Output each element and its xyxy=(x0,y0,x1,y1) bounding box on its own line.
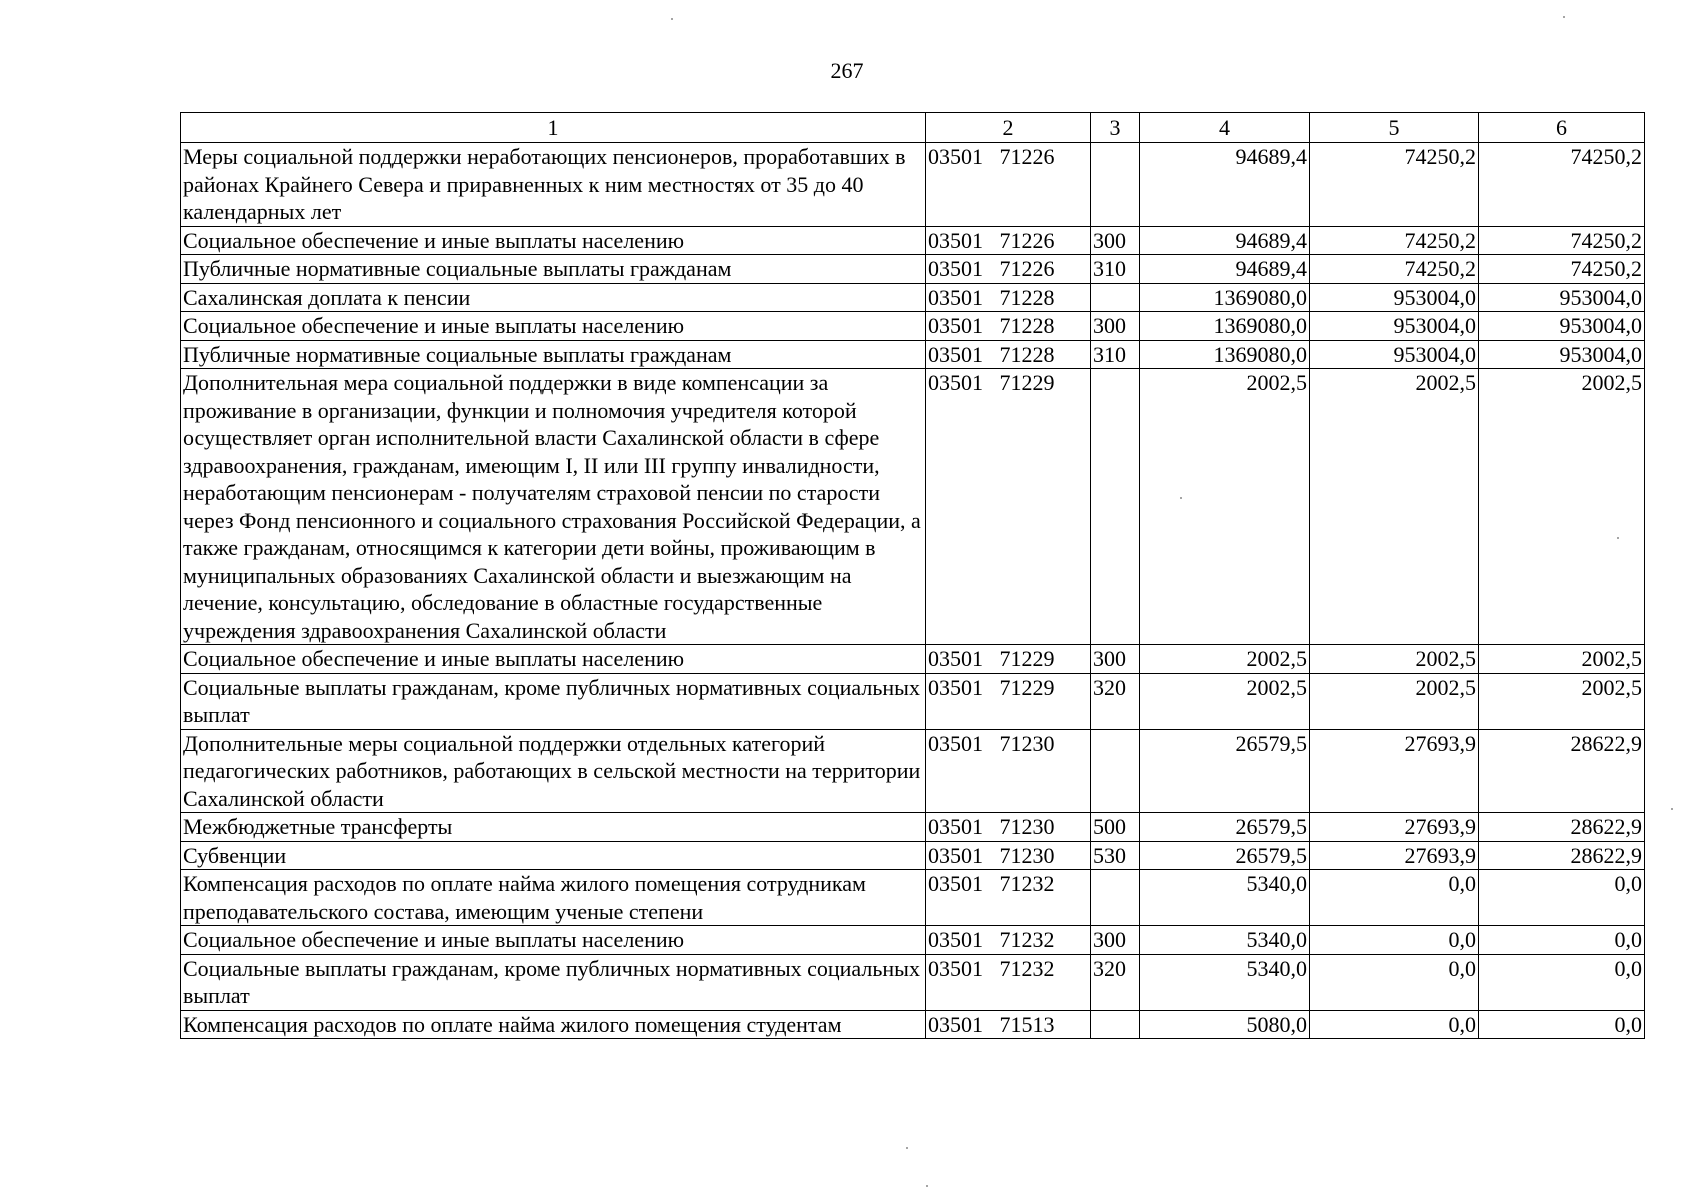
row-value-col5-cell: 0,0 xyxy=(1310,870,1479,926)
row-value-col5-cell: 27693,9 xyxy=(1310,841,1479,870)
row-value-col6-cell: 0,0 xyxy=(1479,954,1645,1010)
row-expense-type-cell: 500 xyxy=(1091,813,1140,842)
row-name-cell: Компенсация расходов по оплате найма жилого помещения сотрудникам преподавательского состава, имеющим ученые степени xyxy=(181,870,926,926)
row-value-col6-cell: 0,0 xyxy=(1479,870,1645,926)
row-expense-type-cell xyxy=(1091,729,1140,813)
table-header-row xyxy=(181,113,1645,143)
row-value-col5-cell: 2002,5 xyxy=(1310,645,1479,674)
row-expense-type-cell: 300 xyxy=(1091,926,1140,955)
row-expense-type-cell xyxy=(1091,870,1140,926)
row-name-cell: Социальное обеспечение и иные выплаты населению xyxy=(181,312,926,341)
row-value-col5-cell: 953004,0 xyxy=(1310,283,1479,312)
row-value-col4-cell: 2002,5 xyxy=(1140,369,1310,645)
row-value-col5-cell: 2002,5 xyxy=(1310,369,1479,645)
row-code-cell: 03501 71229 xyxy=(926,369,1091,645)
scan-speck xyxy=(1671,808,1673,810)
row-value-col4-cell: 5080,0 xyxy=(1140,1010,1310,1039)
row-expense-type-cell xyxy=(1091,1010,1140,1039)
row-value-col6-cell: 28622,9 xyxy=(1479,813,1645,842)
row-value-col4-cell: 94689,4 xyxy=(1140,226,1310,255)
row-value-col4-cell: 2002,5 xyxy=(1140,645,1310,674)
row-expense-type-cell: 320 xyxy=(1091,954,1140,1010)
row-code-cell: 03501 71226 xyxy=(926,226,1091,255)
row-expense-type-cell: 310 xyxy=(1091,340,1140,369)
table-row xyxy=(181,283,1645,312)
row-code-cell: 03501 71229 xyxy=(926,673,1091,729)
table-row xyxy=(181,255,1645,284)
row-name-cell: Публичные нормативные социальные выплаты гражданам xyxy=(181,340,926,369)
row-name-cell: Социальное обеспечение и иные выплаты населению xyxy=(181,926,926,955)
row-value-col6-cell: 74250,2 xyxy=(1479,143,1645,227)
scan-speck xyxy=(1180,497,1182,499)
row-value-col6-cell: 953004,0 xyxy=(1479,340,1645,369)
row-code-cell: 03501 71226 xyxy=(926,255,1091,284)
row-code-cell: 03501 71228 xyxy=(926,312,1091,341)
row-value-col6-cell: 28622,9 xyxy=(1479,729,1645,813)
header-col-4: 4 xyxy=(1140,113,1310,143)
row-value-col4-cell: 26579,5 xyxy=(1140,813,1310,842)
row-value-col5-cell: 0,0 xyxy=(1310,1010,1479,1039)
table-row xyxy=(181,645,1645,674)
scan-speck xyxy=(906,1147,908,1149)
table-row xyxy=(181,143,1645,227)
row-code-cell: 03501 71232 xyxy=(926,926,1091,955)
row-value-col5-cell: 953004,0 xyxy=(1310,340,1479,369)
row-expense-type-cell: 300 xyxy=(1091,226,1140,255)
row-name-cell: Сахалинская доплата к пенсии xyxy=(181,283,926,312)
row-name-cell: Дополнительная мера социальной поддержки в виде компенсации за проживание в организации, функции и полномочия учредителя которой осуществляет орган исполнительной власти Сахалинской области в сфере здравоохранения, гражданам, имеющим I, II или III группу инвалидности, неработающим пенсионерам - получателям страховой пенсии по старости через Фонд пенсионного и социального страхования Российской Федерации, а также гражданам, относящимся к категории дети войны, проживающим в муниципальных образованиях Сахалинской области и выезжающим на лечение, консультацию, обследование в областные государственные учреждения здравоохранения Сахалинской области xyxy=(181,369,926,645)
row-value-col4-cell: 5340,0 xyxy=(1140,870,1310,926)
header-col-1: 1 xyxy=(181,113,926,143)
row-name-cell: Компенсация расходов по оплате найма жилого помещения студентам xyxy=(181,1010,926,1039)
table-row xyxy=(181,841,1645,870)
row-code-cell: 03501 71232 xyxy=(926,870,1091,926)
row-value-col4-cell: 1369080,0 xyxy=(1140,283,1310,312)
row-value-col6-cell: 953004,0 xyxy=(1479,283,1645,312)
row-code-cell: 03501 71228 xyxy=(926,340,1091,369)
table-row xyxy=(181,226,1645,255)
header-col-5: 5 xyxy=(1310,113,1479,143)
table-row xyxy=(181,1010,1645,1039)
row-name-cell: Межбюджетные трансферты xyxy=(181,813,926,842)
row-value-col4-cell: 94689,4 xyxy=(1140,143,1310,227)
row-value-col6-cell: 2002,5 xyxy=(1479,645,1645,674)
row-code-cell: 03501 71232 xyxy=(926,954,1091,1010)
row-value-col4-cell: 26579,5 xyxy=(1140,841,1310,870)
table-row xyxy=(181,926,1645,955)
table-row xyxy=(181,954,1645,1010)
row-name-cell: Социальное обеспечение и иные выплаты населению xyxy=(181,226,926,255)
row-name-cell: Социальное обеспечение и иные выплаты населению xyxy=(181,645,926,674)
row-value-col4-cell: 1369080,0 xyxy=(1140,340,1310,369)
row-value-col5-cell: 74250,2 xyxy=(1310,226,1479,255)
table-row xyxy=(181,870,1645,926)
scan-speck xyxy=(671,18,673,20)
row-value-col6-cell: 0,0 xyxy=(1479,1010,1645,1039)
table-row xyxy=(181,673,1645,729)
header-col-3: 3 xyxy=(1091,113,1140,143)
row-value-col5-cell: 74250,2 xyxy=(1310,255,1479,284)
row-code-cell: 03501 71230 xyxy=(926,841,1091,870)
row-value-col6-cell: 0,0 xyxy=(1479,926,1645,955)
row-value-col5-cell: 0,0 xyxy=(1310,954,1479,1010)
row-code-cell: 03501 71230 xyxy=(926,813,1091,842)
table-row xyxy=(181,729,1645,813)
row-value-col5-cell: 0,0 xyxy=(1310,926,1479,955)
row-expense-type-cell xyxy=(1091,143,1140,227)
table-row xyxy=(181,369,1645,645)
row-value-col6-cell: 2002,5 xyxy=(1479,673,1645,729)
row-value-col6-cell: 74250,2 xyxy=(1479,226,1645,255)
row-name-cell: Меры социальной поддержки неработающих пенсионеров, проработавших в районах Крайнего Севера и приравненных к ним местностях от 35 до 40 календарных лет xyxy=(181,143,926,227)
scan-speck xyxy=(1617,537,1619,539)
row-value-col6-cell: 953004,0 xyxy=(1479,312,1645,341)
row-value-col4-cell: 94689,4 xyxy=(1140,255,1310,284)
row-value-col4-cell: 5340,0 xyxy=(1140,926,1310,955)
row-name-cell: Субвенции xyxy=(181,841,926,870)
row-expense-type-cell xyxy=(1091,283,1140,312)
scan-speck xyxy=(1563,16,1565,18)
row-expense-type-cell xyxy=(1091,369,1140,645)
page-number: 267 xyxy=(830,58,864,83)
table-row xyxy=(181,813,1645,842)
row-value-col4-cell: 26579,5 xyxy=(1140,729,1310,813)
row-code-cell: 03501 71226 xyxy=(926,143,1091,227)
row-value-col4-cell: 2002,5 xyxy=(1140,673,1310,729)
row-expense-type-cell: 300 xyxy=(1091,645,1140,674)
row-expense-type-cell: 310 xyxy=(1091,255,1140,284)
row-expense-type-cell: 300 xyxy=(1091,312,1140,341)
header-col-2: 2 xyxy=(926,113,1091,143)
row-value-col4-cell: 1369080,0 xyxy=(1140,312,1310,341)
row-expense-type-cell: 320 xyxy=(1091,673,1140,729)
header-col-6: 6 xyxy=(1479,113,1645,143)
row-value-col4-cell: 5340,0 xyxy=(1140,954,1310,1010)
row-code-cell: 03501 71230 xyxy=(926,729,1091,813)
row-name-cell: Социальные выплаты гражданам, кроме публичных нормативных социальных выплат xyxy=(181,954,926,1010)
row-code-cell: 03501 71228 xyxy=(926,283,1091,312)
row-value-col5-cell: 27693,9 xyxy=(1310,813,1479,842)
row-value-col6-cell: 74250,2 xyxy=(1479,255,1645,284)
table-row xyxy=(181,312,1645,341)
row-code-cell: 03501 71513 xyxy=(926,1010,1091,1039)
row-value-col5-cell: 953004,0 xyxy=(1310,312,1479,341)
row-name-cell: Социальные выплаты гражданам, кроме публичных нормативных социальных выплат xyxy=(181,673,926,729)
budget-table xyxy=(180,112,1645,1039)
row-name-cell: Дополнительные меры социальной поддержки отдельных категорий педагогических работников, работающих в сельской местности на территории Сахалинской области xyxy=(181,729,926,813)
row-value-col5-cell: 2002,5 xyxy=(1310,673,1479,729)
row-value-col6-cell: 28622,9 xyxy=(1479,841,1645,870)
table-row xyxy=(181,340,1645,369)
scan-speck xyxy=(926,1185,928,1187)
row-name-cell: Публичные нормативные социальные выплаты гражданам xyxy=(181,255,926,284)
row-code-cell: 03501 71229 xyxy=(926,645,1091,674)
row-expense-type-cell: 530 xyxy=(1091,841,1140,870)
row-value-col5-cell: 27693,9 xyxy=(1310,729,1479,813)
row-value-col6-cell: 2002,5 xyxy=(1479,369,1645,645)
row-value-col5-cell: 74250,2 xyxy=(1310,143,1479,227)
